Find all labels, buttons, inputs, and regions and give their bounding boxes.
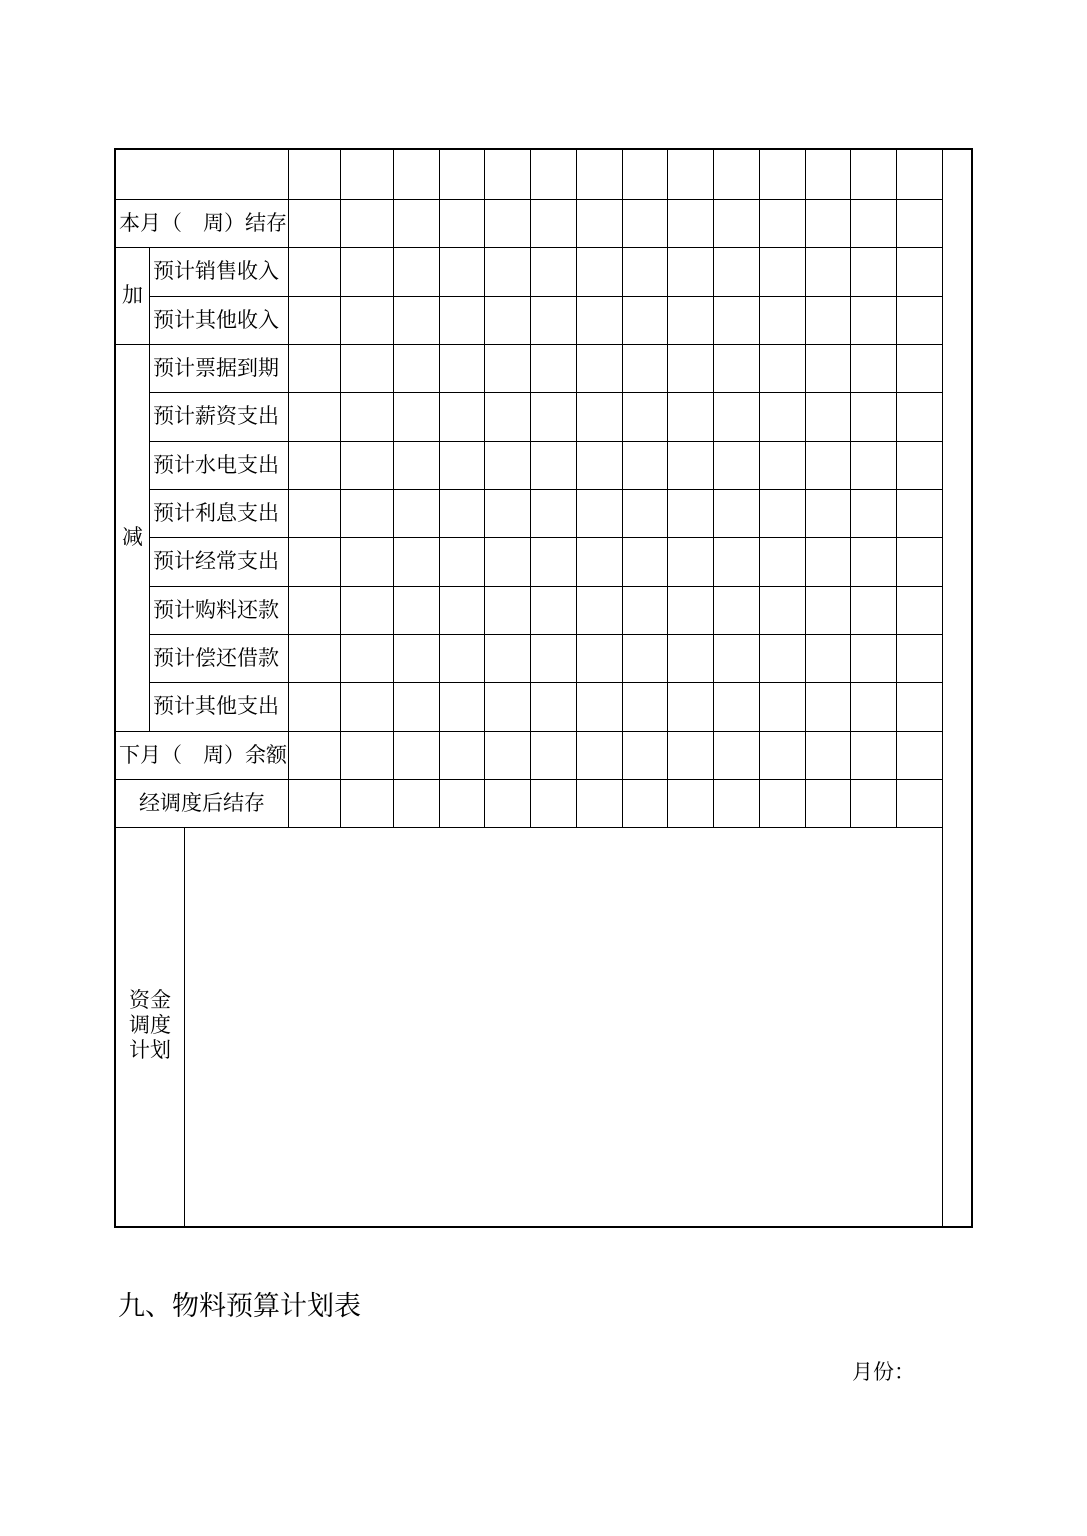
- table-cell: [394, 732, 439, 779]
- table-cell: [485, 442, 530, 489]
- table-cell: [440, 587, 484, 634]
- table-cell: [760, 490, 805, 537]
- table-cell: [485, 248, 530, 296]
- table-cell: [440, 151, 484, 199]
- table-cell: [851, 635, 896, 682]
- table-cell: [897, 538, 942, 586]
- table-cell: [897, 200, 942, 247]
- plan-content-area: [185, 828, 942, 1226]
- table-cell: [289, 683, 340, 731]
- table-cell: [897, 345, 942, 392]
- table-cell: [577, 151, 622, 199]
- table-cell: [897, 248, 942, 296]
- table-cell: [577, 200, 622, 247]
- plan-label: 资金调度计划: [129, 988, 171, 1062]
- table-cell: [485, 393, 530, 441]
- table-cell: [577, 587, 622, 634]
- table-cell: [851, 297, 896, 344]
- table-cell: [394, 538, 439, 586]
- table-cell: [760, 538, 805, 586]
- table-cell: [623, 393, 667, 441]
- table-cell: [341, 587, 393, 634]
- table-cell: [714, 297, 759, 344]
- table-cell: [440, 248, 484, 296]
- table-cell: [289, 635, 340, 682]
- row-label: 预计偿还借款: [153, 646, 279, 670]
- table-cell: [531, 442, 576, 489]
- table-cell: [341, 442, 393, 489]
- table-cell: [714, 200, 759, 247]
- table-cell: [440, 345, 484, 392]
- table-cell: [394, 490, 439, 537]
- table-cell: [485, 490, 530, 537]
- table-cell: [577, 393, 622, 441]
- table-cell: [897, 780, 942, 827]
- table-cell: [341, 297, 393, 344]
- table-cell: [806, 635, 850, 682]
- table-cell: [714, 151, 759, 199]
- table-cell: [531, 297, 576, 344]
- table-cell: [289, 151, 340, 199]
- right-column-divider: [942, 827, 943, 1226]
- table-cell: [577, 732, 622, 779]
- table-cell: [714, 345, 759, 392]
- table-cell: [623, 780, 667, 827]
- table-cell: [341, 345, 393, 392]
- row-label: 经调度后结存: [139, 791, 265, 815]
- table-cell: [577, 780, 622, 827]
- table-cell: [394, 635, 439, 682]
- row-label: 预计经常支出: [153, 549, 279, 573]
- table-cell: [577, 538, 622, 586]
- table-cell: [577, 297, 622, 344]
- table-cell: [341, 683, 393, 731]
- table-cell: [760, 248, 805, 296]
- table-cell: [897, 732, 942, 779]
- table-cell: [577, 248, 622, 296]
- table-cell: [897, 683, 942, 731]
- table-cell: [806, 538, 850, 586]
- table-cell: [577, 635, 622, 682]
- table-cell: [485, 732, 530, 779]
- table-cell: [531, 732, 576, 779]
- table-cell: [485, 635, 530, 682]
- table-cell: [668, 635, 713, 682]
- table-cell: [760, 297, 805, 344]
- table-cell: [394, 442, 439, 489]
- table-cell: [394, 297, 439, 344]
- table-cell: [760, 683, 805, 731]
- table-cell: [440, 442, 484, 489]
- row-label: 预计其他收入: [153, 308, 279, 332]
- table-cell: [897, 442, 942, 489]
- table-cell: [531, 200, 576, 247]
- table-cell: [806, 442, 850, 489]
- table-cell: [341, 393, 393, 441]
- table-cell: [577, 683, 622, 731]
- table-cell: [289, 587, 340, 634]
- table-cell: [531, 683, 576, 731]
- table-cell: [485, 297, 530, 344]
- table-cell: [806, 345, 850, 392]
- table-cell: [440, 780, 484, 827]
- table-cell: [851, 442, 896, 489]
- table-cell: [531, 635, 576, 682]
- table-cell: [806, 151, 850, 199]
- table-cell: [440, 538, 484, 586]
- table-cell: [485, 780, 530, 827]
- row-label: 预计利息支出: [153, 501, 279, 525]
- table-cell: [623, 732, 667, 779]
- table-cell: [668, 490, 713, 537]
- table-cell: [760, 780, 805, 827]
- table-cell: [394, 248, 439, 296]
- table-cell: [289, 732, 340, 779]
- table-cell: [851, 200, 896, 247]
- table-cell: [623, 683, 667, 731]
- table-cell: [531, 248, 576, 296]
- table-cell: [714, 780, 759, 827]
- table-cell: [289, 538, 340, 586]
- table-cell: [623, 538, 667, 586]
- table-cell: [851, 151, 896, 199]
- table-cell: [897, 393, 942, 441]
- table-cell: [623, 151, 667, 199]
- table-cell: [897, 151, 942, 199]
- table-cell: [531, 151, 576, 199]
- table-cell: [714, 393, 759, 441]
- table-cell: [623, 297, 667, 344]
- table-cell: [341, 248, 393, 296]
- table-cell: [289, 297, 340, 344]
- table-cell: [806, 297, 850, 344]
- table-cell: [668, 393, 713, 441]
- table-cell: [577, 442, 622, 489]
- table-cell: [440, 490, 484, 537]
- table-cell: [806, 587, 850, 634]
- table-cell: [851, 538, 896, 586]
- table-cell: [668, 442, 713, 489]
- table-cell: [851, 345, 896, 392]
- table-cell: [394, 200, 439, 247]
- table-cell: [394, 345, 439, 392]
- table-cell: [714, 538, 759, 586]
- table-cell: [485, 538, 530, 586]
- table-cell: [760, 393, 805, 441]
- table-cell: [760, 587, 805, 634]
- table-cell: [851, 248, 896, 296]
- row-label: 预计销售收入: [153, 259, 279, 283]
- table-cell: [531, 393, 576, 441]
- table-cell: [531, 345, 576, 392]
- table-cell: [341, 200, 393, 247]
- row-label: 预计其他支出: [153, 694, 279, 718]
- row-label: 下月（ 周）余额: [119, 743, 287, 767]
- table-cell: [806, 732, 850, 779]
- table-cell: [577, 345, 622, 392]
- table-cell: [851, 732, 896, 779]
- data-column-divider: [942, 150, 943, 827]
- table-cell: [341, 490, 393, 537]
- row-label: 本月（ 周）结存: [119, 211, 287, 235]
- table-cell: [623, 442, 667, 489]
- table-cell: [668, 732, 713, 779]
- table-cell: [668, 345, 713, 392]
- table-cell: [440, 393, 484, 441]
- table-cell: [394, 587, 439, 634]
- table-cell: [394, 393, 439, 441]
- row-label: 预计薪资支出: [153, 404, 279, 428]
- table-cell: [623, 490, 667, 537]
- table-cell: [760, 151, 805, 199]
- row-label: 预计票据到期: [153, 356, 279, 380]
- table-cell: [760, 732, 805, 779]
- table-cell: [440, 200, 484, 247]
- group-add-label: 加: [122, 282, 143, 307]
- table-cell: [760, 442, 805, 489]
- table-cell: [440, 683, 484, 731]
- table-cell: [623, 587, 667, 634]
- table-cell: [623, 200, 667, 247]
- table-cell: [485, 683, 530, 731]
- table-cell: [897, 587, 942, 634]
- table-cell: [341, 538, 393, 586]
- table-cell: [394, 683, 439, 731]
- table-cell: [485, 200, 530, 247]
- table-cell: [714, 683, 759, 731]
- table-cell: [394, 151, 439, 199]
- table-cell: [806, 683, 850, 731]
- table-cell: [668, 200, 713, 247]
- table-cell: [623, 248, 667, 296]
- table-cell: [851, 490, 896, 537]
- month-label: 月份：: [852, 1360, 915, 1384]
- group-add-divider: [149, 247, 150, 344]
- table-cell: [289, 442, 340, 489]
- table-cell: [760, 345, 805, 392]
- table-cell: [394, 780, 439, 827]
- table-cell: [289, 393, 340, 441]
- table-cell: [440, 635, 484, 682]
- table-cell: [341, 151, 393, 199]
- table-cell: [341, 635, 393, 682]
- table-cell: [668, 151, 713, 199]
- table-cell: [531, 538, 576, 586]
- table-cell: [623, 635, 667, 682]
- table-cell: [806, 200, 850, 247]
- table-cell: [289, 200, 340, 247]
- table-cell: [531, 780, 576, 827]
- table-cell: [485, 151, 530, 199]
- table-cell: [289, 780, 340, 827]
- table-cell: [714, 635, 759, 682]
- table-cell: [806, 393, 850, 441]
- table-cell: [897, 297, 942, 344]
- table-cell: [440, 732, 484, 779]
- table-cell: [806, 248, 850, 296]
- table-cell: [806, 490, 850, 537]
- table-cell: [851, 393, 896, 441]
- table-cell: [714, 442, 759, 489]
- table-cell: [851, 780, 896, 827]
- table-cell: [760, 635, 805, 682]
- table-cell: [714, 587, 759, 634]
- table-cell: [485, 587, 530, 634]
- fund-schedule-table: [114, 148, 973, 1228]
- table-cell: [668, 538, 713, 586]
- table-cell: [760, 200, 805, 247]
- group-subtract-label: 减: [122, 524, 143, 549]
- table-cell: [485, 345, 530, 392]
- table-cell: [289, 345, 340, 392]
- table-cell: [714, 490, 759, 537]
- section-title: 九、物料预算计划表: [118, 1291, 361, 1322]
- table-cell: [668, 780, 713, 827]
- table-cell: [289, 490, 340, 537]
- table-cell: [289, 248, 340, 296]
- table-cell: [668, 297, 713, 344]
- table-cell: [714, 732, 759, 779]
- table-cell: [668, 683, 713, 731]
- table-cell: [531, 587, 576, 634]
- table-cell: [851, 683, 896, 731]
- table-cell: [341, 732, 393, 779]
- table-cell: [577, 490, 622, 537]
- table-cell: [668, 587, 713, 634]
- table-cell: [851, 587, 896, 634]
- group-subtract-divider: [149, 344, 150, 731]
- table-cell: [668, 248, 713, 296]
- table-cell: [531, 490, 576, 537]
- table-cell: [623, 345, 667, 392]
- row-label: 预计水电支出: [153, 453, 279, 477]
- table-cell: [897, 490, 942, 537]
- table-cell: [897, 635, 942, 682]
- table-cell: [341, 780, 393, 827]
- table-cell: [714, 248, 759, 296]
- table-cell: [806, 780, 850, 827]
- table-cell: [440, 297, 484, 344]
- row-label: 预计购料还款: [153, 598, 279, 622]
